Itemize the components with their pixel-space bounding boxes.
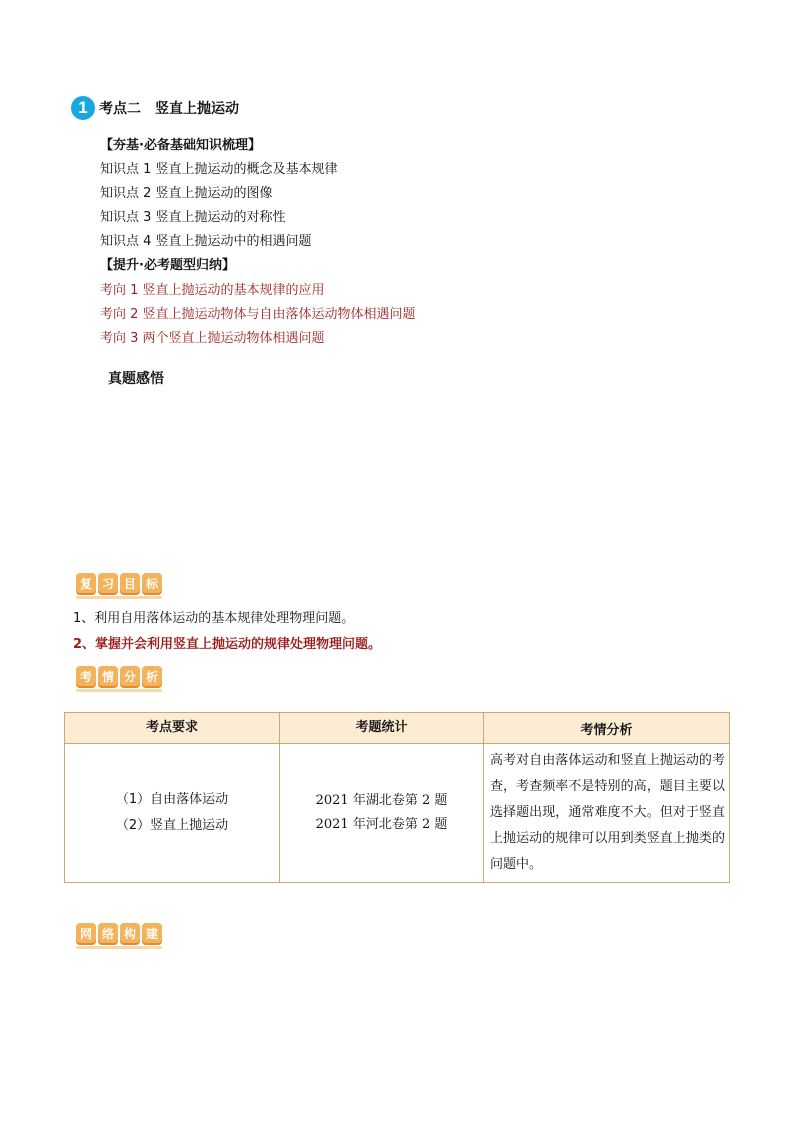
section-title [99, 98, 239, 118]
header-statistics: 考题统计 [280, 713, 484, 744]
review-goal-2: 2、掌握并会利用竖直上抛运动的规律处理物理问题。 [73, 637, 382, 652]
review-goals-tag: 复 习 目 标 [76, 571, 162, 595]
statistics-cell [280, 744, 484, 883]
real-questions-link[interactable]: 真题感悟 [108, 371, 164, 387]
section-label: 考点二 [99, 101, 141, 117]
section-heading [71, 95, 239, 121]
header-requirements: 考点要求 [65, 713, 280, 744]
direction-2[interactable]: 考向 2 竖直上抛运动物体与自由落体运动物体相遇问题 [100, 307, 416, 322]
section-topic: 竖直上抛运动 [155, 101, 239, 117]
knowledge-point-4[interactable]: 知识点 4 竖直上抛运动中的相遇问题 [100, 234, 312, 249]
requirements-cell [65, 744, 280, 883]
network-tag: 网 络 构 建 [76, 921, 162, 945]
direction-3[interactable]: 考向 3 两个竖直上抛运动物体相遇问题 [100, 331, 325, 346]
outline-section-basic: 【夯基·必备基础知识梳理】 [100, 138, 261, 153]
section-number-badge: 1 [71, 96, 95, 120]
outline-section-advanced: 【提升·必考题型归纳】 [100, 258, 235, 273]
table-row [65, 744, 730, 883]
knowledge-point-1[interactable]: 知识点 1 竖直上抛运动的概念及基本规律 [100, 162, 338, 177]
requirement-1: （1）自由落体运动 [115, 792, 229, 807]
header-analysis: 考情分析 [484, 713, 730, 744]
knowledge-point-2[interactable]: 知识点 2 竖直上抛运动的图像 [100, 186, 273, 201]
exam-analysis-table [64, 712, 730, 883]
knowledge-point-3[interactable]: 知识点 3 竖直上抛运动的对称性 [100, 210, 286, 225]
table-header-row [65, 713, 730, 744]
statistic-2: 2021 年河北卷第 2 题 [315, 817, 448, 832]
exam-analysis-tag: 考 情 分 析 [76, 664, 162, 688]
statistic-1: 2021 年湖北卷第 2 题 [315, 793, 448, 808]
review-goal-1: 1、利用自用落体运动的基本规律处理物理问题。 [73, 611, 355, 626]
analysis-cell: 高考对自由落体运动和竖直上抛运动的考查，考查频率不是特别的高，题目主要以选择题出现，通常难度不大。但对于竖直上抛运动的规律可以用到类竖直上抛类的问题中。 [484, 744, 730, 883]
requirement-2: （2）竖直上抛运动 [115, 818, 229, 833]
direction-1[interactable]: 考向 1 竖直上抛运动的基本规律的应用 [100, 283, 325, 298]
